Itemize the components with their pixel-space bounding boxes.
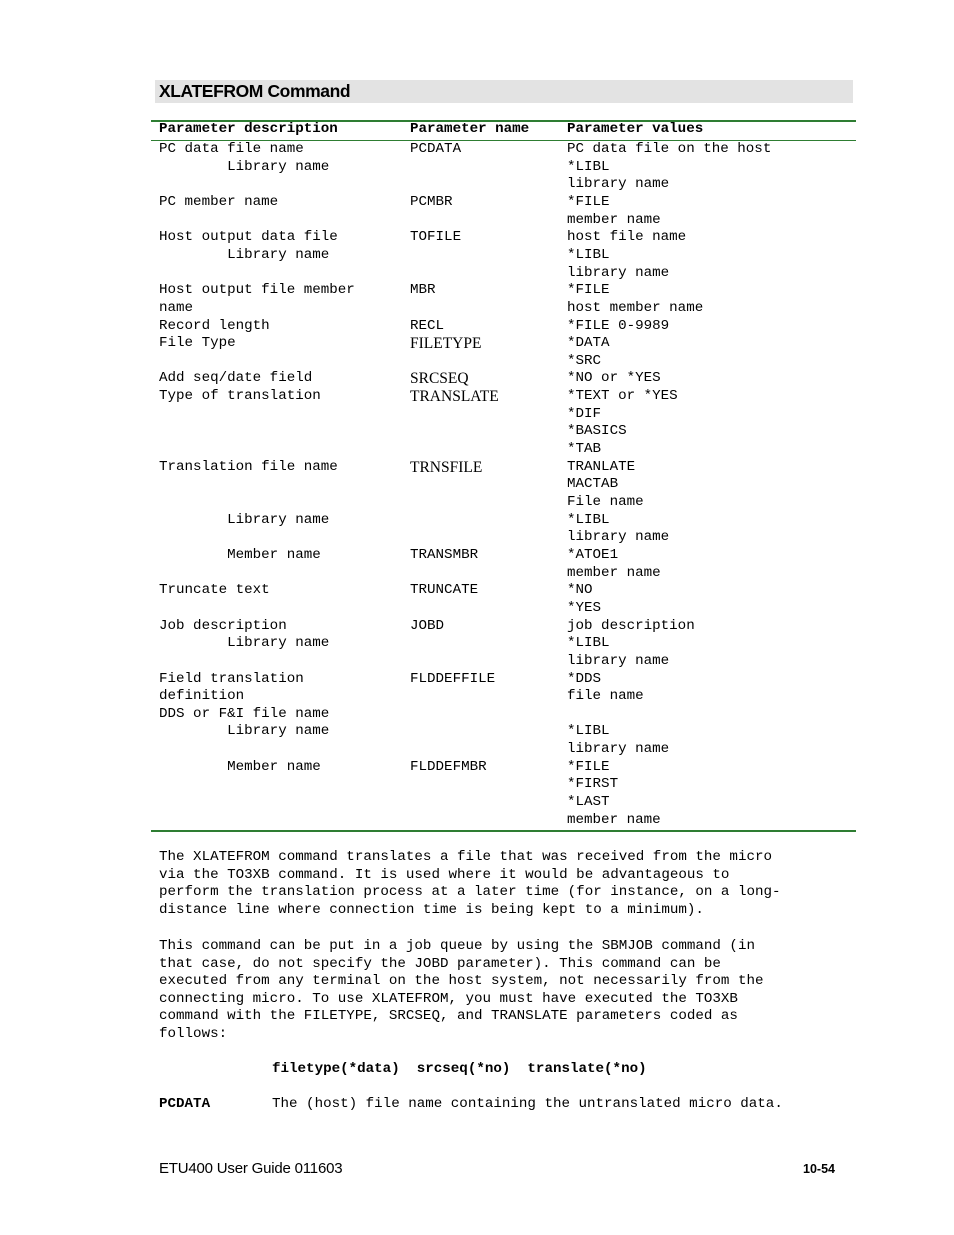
row-parameter-name: MBR xyxy=(410,282,436,299)
header-parameter-description: Parameter description xyxy=(159,121,338,137)
footer-guide-title: ETU400 User Guide 011603 xyxy=(159,1160,343,1177)
row-parameter-value: member name xyxy=(567,564,661,581)
row-parameter-value: library name xyxy=(567,264,670,281)
footer-page-number: 10-54 xyxy=(803,1162,835,1176)
row-parameter-name: TRUNCATE xyxy=(410,582,479,599)
row-parameter-value: *YES xyxy=(567,599,602,616)
row-parameter-value: library name xyxy=(567,529,670,546)
row-parameter-name: PCDATA xyxy=(410,141,462,157)
row-parameter-value: *LIBL xyxy=(567,635,610,652)
row-description: Member name xyxy=(159,546,321,563)
row-description: DDS or F&I file name xyxy=(159,705,330,722)
row-parameter-value: *LIBL xyxy=(567,246,610,263)
description-paragraph-2: This command can be put in a job queue by using the SBMJOB command (in that case, do not specify the JOBD parameter). This command can be executed from any terminal on the host system, not necessarily from the connecting micro. To use XLATEFROM, you must have executed the TO3XB command with the FILETYPE, SRCSEQ, and TRANSLATE parameters coded as follows: xyxy=(159,938,764,1042)
row-description: Truncate text xyxy=(159,582,270,599)
row-parameter-value: host member name xyxy=(567,299,704,316)
row-description: Record length xyxy=(159,317,270,334)
row-parameter-name: FLDDEFMBR xyxy=(410,758,487,775)
row-parameter-value: file name xyxy=(567,688,644,705)
row-parameter-value: *ATOE1 xyxy=(567,546,619,563)
row-description: Library name xyxy=(159,635,330,652)
row-parameter-value: library name xyxy=(567,176,670,193)
row-parameter-value: *NO or *YES xyxy=(567,370,661,387)
row-parameter-value: library name xyxy=(567,741,670,758)
row-description: Type of translation xyxy=(159,388,321,405)
row-parameter-value: MACTAB xyxy=(567,476,619,493)
row-parameter-name: JOBD xyxy=(410,617,445,634)
definition-text: The (host) file name containing the untranslated micro data. xyxy=(272,1096,783,1112)
row-parameter-value: *BASICS xyxy=(567,423,627,440)
row-parameter-value: TRANLATE xyxy=(567,458,636,475)
row-parameter-value: PC data file on the host xyxy=(567,141,772,157)
row-description: definition xyxy=(159,688,245,705)
row-parameter-value: host file name xyxy=(567,229,687,246)
row-description: File Type xyxy=(159,335,236,352)
row-description: Host output file member xyxy=(159,282,355,299)
table-bottom-rule xyxy=(151,830,856,832)
row-parameter-name: FILETYPE xyxy=(410,335,482,353)
row-description: Member name xyxy=(159,758,321,775)
row-description: Job description xyxy=(159,617,287,634)
row-parameter-value: *DDS xyxy=(567,670,602,687)
row-description: Library name xyxy=(159,158,330,175)
header-parameter-name: Parameter name xyxy=(410,121,530,137)
page-title: XLATEFROM Command xyxy=(159,81,351,101)
row-description: Library name xyxy=(159,511,330,528)
row-parameter-name: RECL xyxy=(410,317,445,334)
row-description: Host output data file xyxy=(159,229,338,246)
description-paragraph-1: The XLATEFROM command translates a file that was received from the micro via the TO3XB command. It is used where it would be advantageous to perform the translation process at a later time (for instance, on a long- distance line where connection time is being kept to a minimum). xyxy=(159,849,781,918)
row-parameter-value: member name xyxy=(567,211,661,228)
definition-term: PCDATA xyxy=(159,1096,211,1112)
row-parameter-value: *FILE xyxy=(567,758,610,775)
row-parameter-value: *DIF xyxy=(567,405,602,422)
row-parameter-value: *FIRST xyxy=(567,776,619,793)
row-description: Library name xyxy=(159,246,330,263)
row-parameter-value: *FILE xyxy=(567,282,610,299)
row-parameter-value: *NO xyxy=(567,582,593,599)
row-parameter-name: TRNSFILE xyxy=(410,458,483,476)
row-parameter-value: *LAST xyxy=(567,794,610,811)
row-parameter-name: TOFILE xyxy=(410,229,462,246)
row-description: Add seq/date field xyxy=(159,370,313,387)
row-parameter-value: *FILE 0-9989 xyxy=(567,317,670,334)
section-title-bar xyxy=(155,80,853,103)
row-parameter-value: *FILE xyxy=(567,193,610,210)
header-parameter-values: Parameter values xyxy=(567,121,704,137)
row-parameter-value: *DATA xyxy=(567,335,610,352)
code-example: filetype(*data) srcseq(*no) translate(*no) xyxy=(272,1061,647,1077)
row-description: PC data file name xyxy=(159,141,304,157)
row-parameter-value: *TAB xyxy=(567,441,602,458)
row-parameter-value: member name xyxy=(567,811,661,828)
row-parameter-name: TRANSMBR xyxy=(410,546,479,563)
row-parameter-value: *LIBL xyxy=(567,723,610,740)
row-description: name xyxy=(159,299,194,316)
row-parameter-value: *SRC xyxy=(567,352,602,369)
row-parameter-value: *LIBL xyxy=(567,511,610,528)
row-description: Library name xyxy=(159,723,330,740)
row-parameter-name: FLDDEFFILE xyxy=(410,670,496,687)
row-description: PC member name xyxy=(159,193,279,210)
row-description: Translation file name xyxy=(159,458,338,475)
row-parameter-value: job description xyxy=(567,617,695,634)
row-parameter-value: *TEXT or *YES xyxy=(567,388,678,405)
row-parameter-value: *LIBL xyxy=(567,158,610,175)
row-parameter-value: File name xyxy=(567,494,644,510)
row-parameter-name: PCMBR xyxy=(410,193,453,210)
row-parameter-name: TRANSLATE xyxy=(410,388,499,406)
row-description: Field translation xyxy=(159,670,304,687)
row-parameter-name: SRCSEQ xyxy=(410,370,469,388)
row-parameter-value: library name xyxy=(567,652,670,669)
